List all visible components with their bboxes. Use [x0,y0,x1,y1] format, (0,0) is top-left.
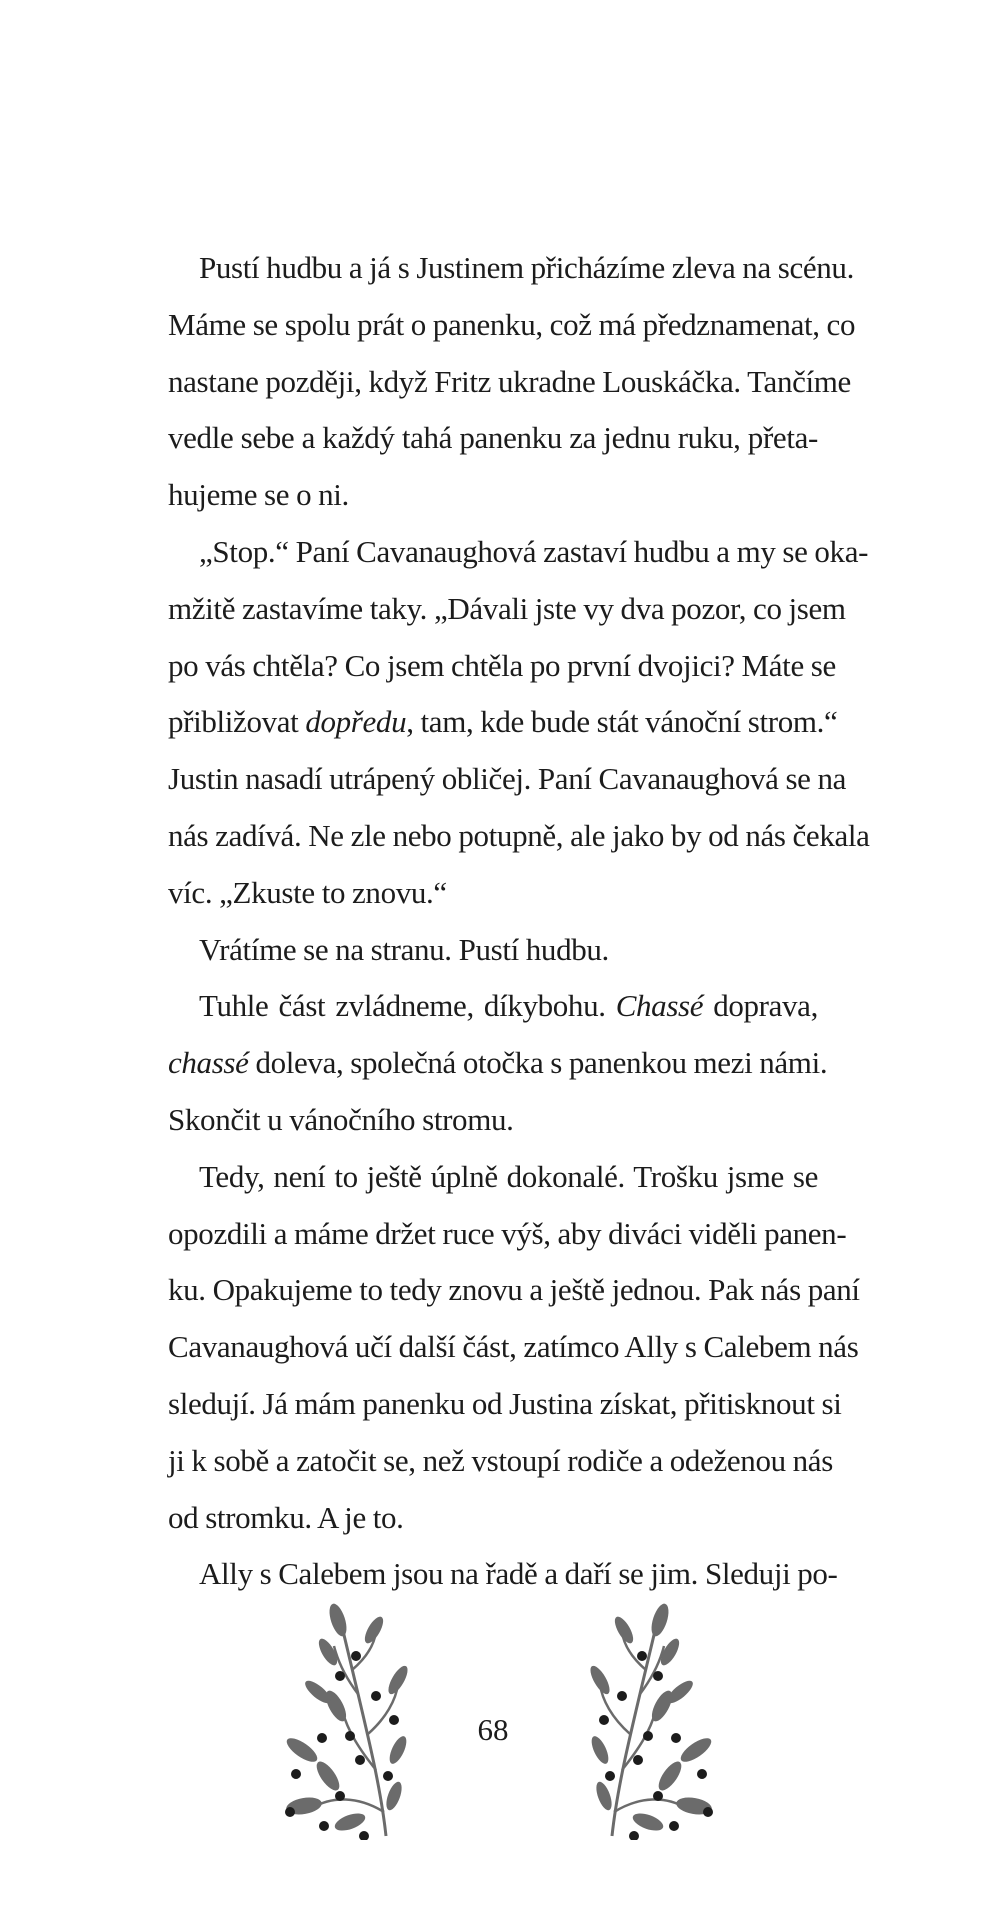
text-line: ji k sobě a zatočit se, než vstoupí rodiče a odeženou nás [168,1442,833,1478]
paragraph [168,1149,860,1547]
paragraph [168,922,818,979]
text-line: nastane později, když Fritz ukradne Louskáčka. Tančíme [168,363,851,399]
paragraph [168,240,856,524]
text-line [168,1035,828,1092]
text-fragment: Tuhle část zvládneme, díkybohu. [199,988,616,1024]
text-line: Pustí hudbu a já s Justinem přicházíme zleva na scénu. [199,250,854,285]
text-line: nás zadívá. Ne zle nebo potupně, ale jako by od nás čekala [168,817,870,853]
text-line: ku. Opakujeme to tedy znovu a ještě jednou. Pak nás paní [168,1272,860,1308]
paragraph [168,524,870,922]
italic-word: Chassé [615,988,704,1024]
text-line: Ally s Calebem jsou na řadě a daří se jim. Sleduji po- [199,1556,838,1592]
text-line: Cavanaughová učí další část, zatímco Ally s Calebem nás [168,1329,859,1365]
text-line: „Stop.“ Paní Cavanaughová zastaví hudbu a my se oka- [199,533,869,569]
text-fragment: , tam, kde bude stát vánoční strom.“ [406,704,838,740]
text-fragment: doprava, [703,988,818,1024]
italic-word: chassé [168,1045,249,1081]
text-line: mžitě zastavíme taky. „Dávali jste vy dva pozor, co jsem [168,590,846,626]
text-fragment: doleva, společná otočka s panenkou mezi námi. [248,1045,828,1081]
text-line: opozdili a máme držet ruce výš, aby diváci viděli panen- [168,1215,847,1251]
text-line: Tedy, není to ještě úplně dokonalé. Trošku jsme se [199,1158,818,1194]
laurel-branch-icon [560,1600,730,1840]
italic-word: dopředu [305,704,407,740]
text-line: Máme se spolu prát o panenku, což má předznamenat, co [168,306,856,342]
text-line: hujeme se o ni. [168,477,349,513]
text-line: sledují. Já mám panenku od Justina získat, přitisknout si [168,1385,842,1421]
text-line: Skončit u vánočního stromu. [168,1101,514,1137]
text-line: po vás chtěla? Co jsem chtěla po první dvojici? Máte se [168,647,836,683]
text-fragment: přibližovat [168,704,306,740]
text-line: Justin nasadí utrápený obličej. Paní Cavanaughová se na [168,761,847,797]
text-line [168,978,818,1035]
laurel-branch-icon [268,1600,438,1840]
page-footer [0,1600,986,1850]
body-text [168,240,870,1603]
text-line: víc. „Zkuste to znovu.“ [168,874,447,910]
paragraph [168,978,828,1148]
text-line [168,694,838,751]
text-line: od stromku. A je to. [168,1499,404,1535]
text-line: vedle sebe a každý tahá panenku za jednu ruku, přeta- [168,420,818,456]
text-line: Vrátíme se na stranu. Pustí hudbu. [199,931,609,967]
page-number: 68 [477,1712,509,1747]
paragraph [168,1546,838,1603]
